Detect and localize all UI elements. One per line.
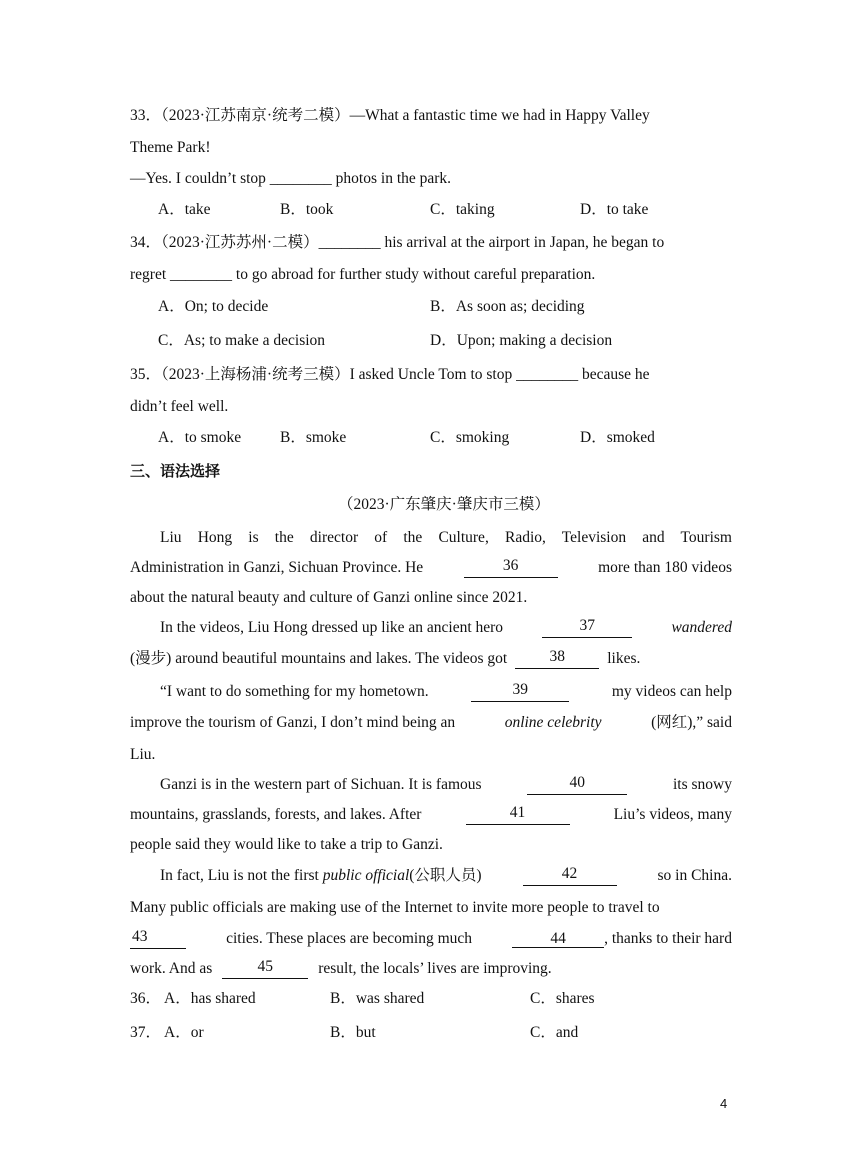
passage-p4-line2 [130,805,732,825]
q34-option-c[interactable]: C．As; to make a decision [158,332,326,349]
blank-37[interactable]: 37 [542,618,632,638]
passage-p5-line2: Many public officials are making use of the Internet to invite more people to travel to [130,899,660,916]
passage-p2-line1 [160,618,732,638]
blank-42[interactable]: 42 [523,866,617,886]
passage-p3-line2 [130,713,732,733]
q33-option-b[interactable]: B．took [280,201,334,218]
q37-number: 37． [130,1024,162,1041]
blank-45[interactable]: 45 [222,959,308,979]
passage-text: In the videos, Liu Hong dressed up like an ancient hero [160,619,504,636]
passage-text: its snowy [673,776,732,793]
passage-p1-line1: Liu Hong is the director of the Culture, Radio, Television and Tourism [160,529,732,546]
passage-p2-line2 [130,649,640,669]
passage-p3-line3: Liu. [130,746,156,763]
passage-p5-line3 [130,929,732,949]
q33-stem-line2: Theme Park! [130,139,211,156]
passage-text: so in China. [657,867,732,884]
q37-option-a[interactable]: A．or [164,1024,204,1041]
q35-stem-line2: didn’t feel well. [130,398,229,415]
q37-option-b[interactable]: B．but [330,1024,376,1041]
passage-text: more than 180 videos [598,559,732,576]
passage-text: work. And as [130,960,213,977]
q33-stem-line1: 33．（2023·江苏南京·统考二模）—What a fantastic time we had in Happy Valley [130,107,650,124]
blank-41[interactable]: 41 [466,805,570,825]
passage-text-italic: online celebrity [504,714,602,731]
q34-option-d[interactable]: D．Upon; making a decision [430,332,613,349]
q37-option-c[interactable]: C．and [530,1024,579,1041]
blank-40[interactable]: 40 [527,775,627,795]
q36-number: 36． [130,990,162,1007]
blank-36[interactable]: 36 [464,558,558,578]
passage-p1-line2 [130,558,732,578]
passage-text: mountains, grasslands, forests, and lakes. After [130,806,422,823]
q36-option-a[interactable]: A．has shared [164,990,256,1007]
blank-44[interactable]: 44 [512,931,604,948]
passage-p5-line1 [160,866,732,886]
q35-option-d[interactable]: D．smoked [580,429,655,446]
blank-43[interactable]: 43 [130,929,186,949]
passage-text: (网红),” said [651,714,732,731]
passage-text: (漫步) around beautiful mountains and lakes. The videos got [130,650,508,667]
blank-39[interactable]: 39 [471,682,569,702]
passage-text: improve the tourism of Ganzi, I don’t mind being an [130,714,456,731]
q35-option-c[interactable]: C．smoking [430,429,510,446]
q36-option-c[interactable]: C．shares [530,990,595,1007]
passage-text: “I want to do something for my hometown. [160,683,429,700]
passage-text: Liu’s videos, many [613,806,732,823]
passage-text: In fact, Liu is not the first public official(公职人员) [160,867,482,884]
passage-text-italic: public official [322,867,410,884]
passage-text: 44 , thanks to their hard [512,929,732,949]
q33-option-d[interactable]: D．to take [580,201,649,218]
q33-option-c[interactable]: C．taking [430,201,495,218]
passage-text: my videos can help [611,683,732,700]
q36-option-b[interactable]: B．was shared [330,990,425,1007]
passage-text-italic: wandered [671,619,732,636]
passage-text: likes. [607,650,641,667]
passage-text: cities. These places are becoming much [226,930,473,947]
passage-p3-line1 [160,682,732,702]
passage-text: Ganzi is in the western part of Sichuan. It is famous [160,776,482,793]
passage-p4-line3: people said they would like to take a trip to Ganzi. [130,836,443,853]
passage-p5-line4 [130,959,552,979]
blank-38[interactable]: 38 [515,649,599,669]
passage-p4-line1 [160,775,732,795]
q34-stem-line1: 34．（2023·江苏苏州·二模）________ his arrival at the airport in Japan, he began to [130,234,665,251]
passage-text: result, the locals’ lives are improving. [318,960,552,977]
q33-option-a[interactable]: A．take [158,201,211,218]
page-number: 4 [720,1096,728,1111]
q35-option-a[interactable]: A．to smoke [158,429,242,446]
q34-option-b[interactable]: B．As soon as; deciding [430,298,585,315]
passage-text: Administration in Ganzi, Sichuan Province. He [130,559,424,576]
q35-option-b[interactable]: B．smoke [280,429,347,446]
passage-p1-line3: about the natural beauty and culture of Ganzi online since 2021. [130,589,528,606]
q35-stem-line1: 35．（2023·上海杨浦·统考三模）I asked Uncle Tom to stop ________ because he [130,366,650,383]
q34-stem-line2: regret ________ to go abroad for further study without careful preparation. [130,266,596,283]
q33-stem-line3: —Yes. I couldn’t stop ________ photos in the park. [130,170,452,187]
passage-source: （2023·广东肇庆·肇庆市三模） [338,496,550,513]
q34-option-a[interactable]: A．On; to decide [158,298,269,315]
section-title: 三、语法选择 [130,462,221,480]
